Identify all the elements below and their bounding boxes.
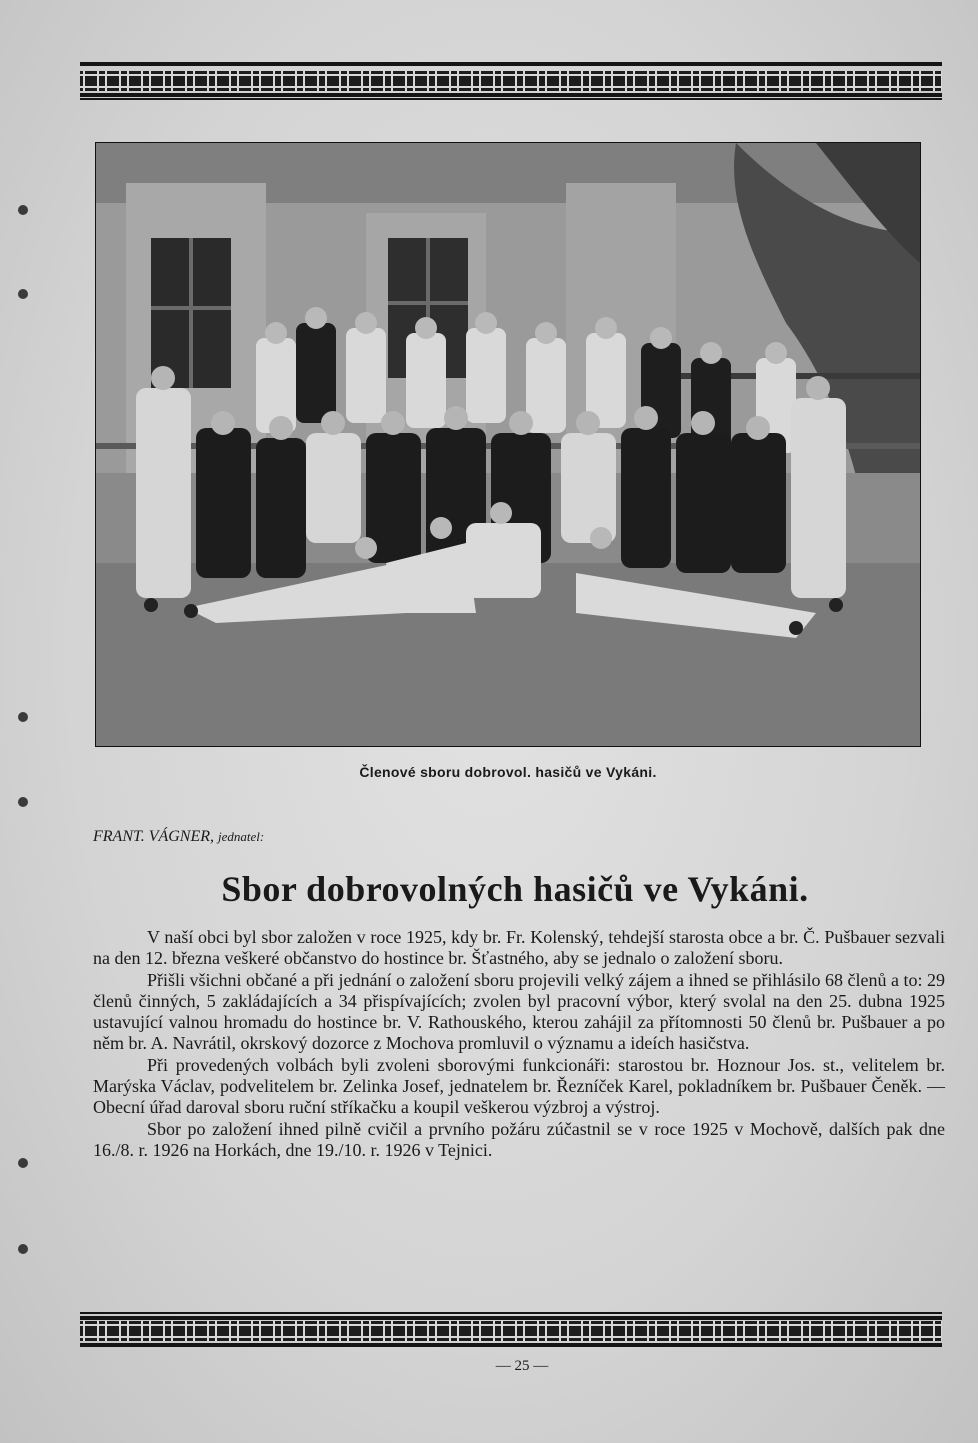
binding-hole xyxy=(18,1244,28,1254)
paragraph: Přišli všichni občané a při jednání o založení sboru projevili velký zájem a ihned se přihlásilo 68 členů a to: 29 členů činných, 5 zakládajících a 34 přispívajících; zvolen byl pracovní výbor, který svolal na den 25. dubna 1925 ustavující valnou hromadu do hostince br. V. Rathouského, kterou zahájil za přítomnosti 50 členů br. Pušbauer a po něm br. A. Navrátil, okrskový dozorce z Mochova promluvil o významu a ideích hasičstva. xyxy=(93,969,945,1054)
binding-hole xyxy=(18,205,28,215)
top-ornamental-border xyxy=(80,62,942,100)
binding-hole xyxy=(18,1158,28,1168)
bottom-ornamental-border xyxy=(80,1312,942,1350)
byline xyxy=(93,828,264,846)
article-heading: Sbor dobrovolných hasičů ve Vykáni. xyxy=(221,869,809,909)
binding-hole xyxy=(18,797,28,807)
byline-role: jednatel: xyxy=(218,829,265,844)
paragraph: V naší obci byl sbor založen v roce 1925, kdy br. Fr. Kolenský, tehdejší starosta obce a br. Č. Pušbauer sezvali na den 12. března veškeré občanstvo do hostince br. Šťastného, aby se jednalo o založení sboru. xyxy=(93,927,945,969)
binding-hole xyxy=(18,712,28,722)
page-number: — 25 — xyxy=(495,1358,549,1374)
byline-author: FRANT. VÁGNER, xyxy=(93,828,215,845)
article-body xyxy=(93,927,945,1161)
paragraph: Sbor po založení ihned pilně cvičil a prvního požáru zúčastnil se v roce 1925 v Mochově, dalších pak dne 16./8. r. 1926 na Horkách, dne 19./10. r. 1926 v Tejnici. xyxy=(93,1118,945,1160)
photo-caption: Členové sboru dobrovol. hasičů ve Vykáni. xyxy=(359,764,657,780)
paragraph: Při provedených volbách byli zvoleni sborovými funkcionáři: starostou br. Hoznour Jos. st., velitelem br. Marýska Václav, podvelitelem br. Zelinka Josef, jednatelem br. Řezníček Karel, pokladníkem br. Pušbauer Čeněk. — Obecní úřad daroval sboru ruční stříkačku a koupil veškerou výzbroj a výstroj. xyxy=(93,1054,945,1118)
group-photograph xyxy=(96,143,920,746)
binding-hole xyxy=(18,289,28,299)
